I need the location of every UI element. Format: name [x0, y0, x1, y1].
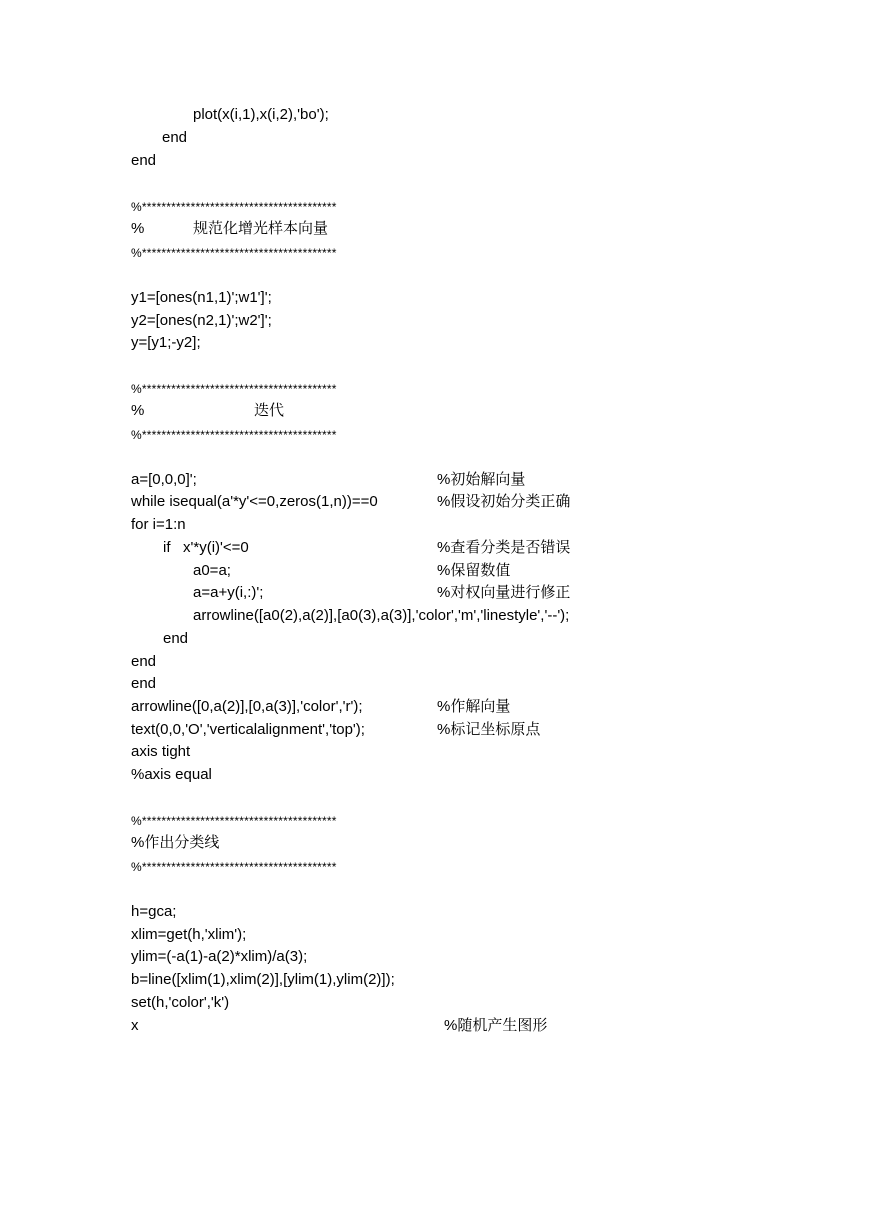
code-line: arrowline([0,a(2)],[0,a(3)],'color','r'); [131, 698, 363, 715]
code-line: axis tight [131, 743, 191, 760]
code-line: %axis equal [131, 766, 212, 783]
code-line: ylim=(-a(1)-a(2)*xlim)/a(3); [131, 948, 308, 965]
code-line: plot(x(i,1),x(i,2),'bo'); [193, 106, 329, 123]
code-line: set(h,'color','k') [131, 994, 230, 1011]
code-line: x [131, 1017, 139, 1034]
separator-line: %**************************************** [131, 814, 337, 828]
code-line: arrowline([a0(2),a(2)],[a0(3),a(3)],'color','m','linestyle','--'); [193, 607, 570, 624]
code-comment: %随机产生图形 [444, 1017, 548, 1034]
separator-line: %**************************************** [131, 200, 337, 214]
separator-line: %**************************************** [131, 382, 337, 396]
code-comment: %保留数值 [437, 562, 511, 579]
section-comment-prefix: % [131, 402, 145, 419]
section-comment-prefix: % [131, 220, 145, 237]
code-line: a=[0,0,0]'; [131, 471, 197, 488]
code-line: while isequal(a'*y'<=0,zeros(1,n))==0 [131, 493, 378, 510]
code-comment: %初始解向量 [437, 471, 526, 488]
code-line: xlim=get(h,'xlim'); [131, 926, 247, 943]
code-line: text(0,0,'O','verticalalignment','top'); [131, 721, 365, 738]
code-comment: %作解向量 [437, 698, 511, 715]
code-line: end [162, 129, 188, 146]
section-heading: %作出分类线 [131, 834, 220, 851]
code-line: h=gca; [131, 903, 177, 920]
code-line: a=a+y(i,:)'; [193, 584, 264, 601]
code-comment: %假设初始分类正确 [437, 493, 571, 510]
separator-line: %**************************************** [131, 246, 337, 260]
separator-line: %**************************************** [131, 428, 337, 442]
code-line: end [131, 152, 157, 169]
code-line: y1=[ones(n1,1)';w1']'; [131, 289, 272, 306]
section-heading: 规范化增光样本向量 [193, 220, 329, 237]
code-line: b=line([xlim(1),xlim(2)],[ylim(1),ylim(2)]); [131, 971, 395, 988]
code-line: a0=a; [193, 562, 231, 579]
separator-line: %**************************************** [131, 860, 337, 874]
code-line: for i=1:n [131, 516, 186, 533]
section-heading: 迭代 [254, 402, 285, 419]
code-line: y=[y1;-y2]; [131, 334, 201, 351]
code-comment: %标记坐标原点 [437, 721, 541, 738]
code-line: end [131, 675, 157, 692]
code-line: end [131, 653, 157, 670]
code-line: if x'*y(i)'<=0 [163, 539, 249, 556]
code-line: end [163, 630, 189, 647]
code-line: y2=[ones(n2,1)';w2']'; [131, 312, 272, 329]
code-comment: %查看分类是否错误 [437, 539, 571, 556]
code-comment: %对权向量进行修正 [437, 584, 571, 601]
